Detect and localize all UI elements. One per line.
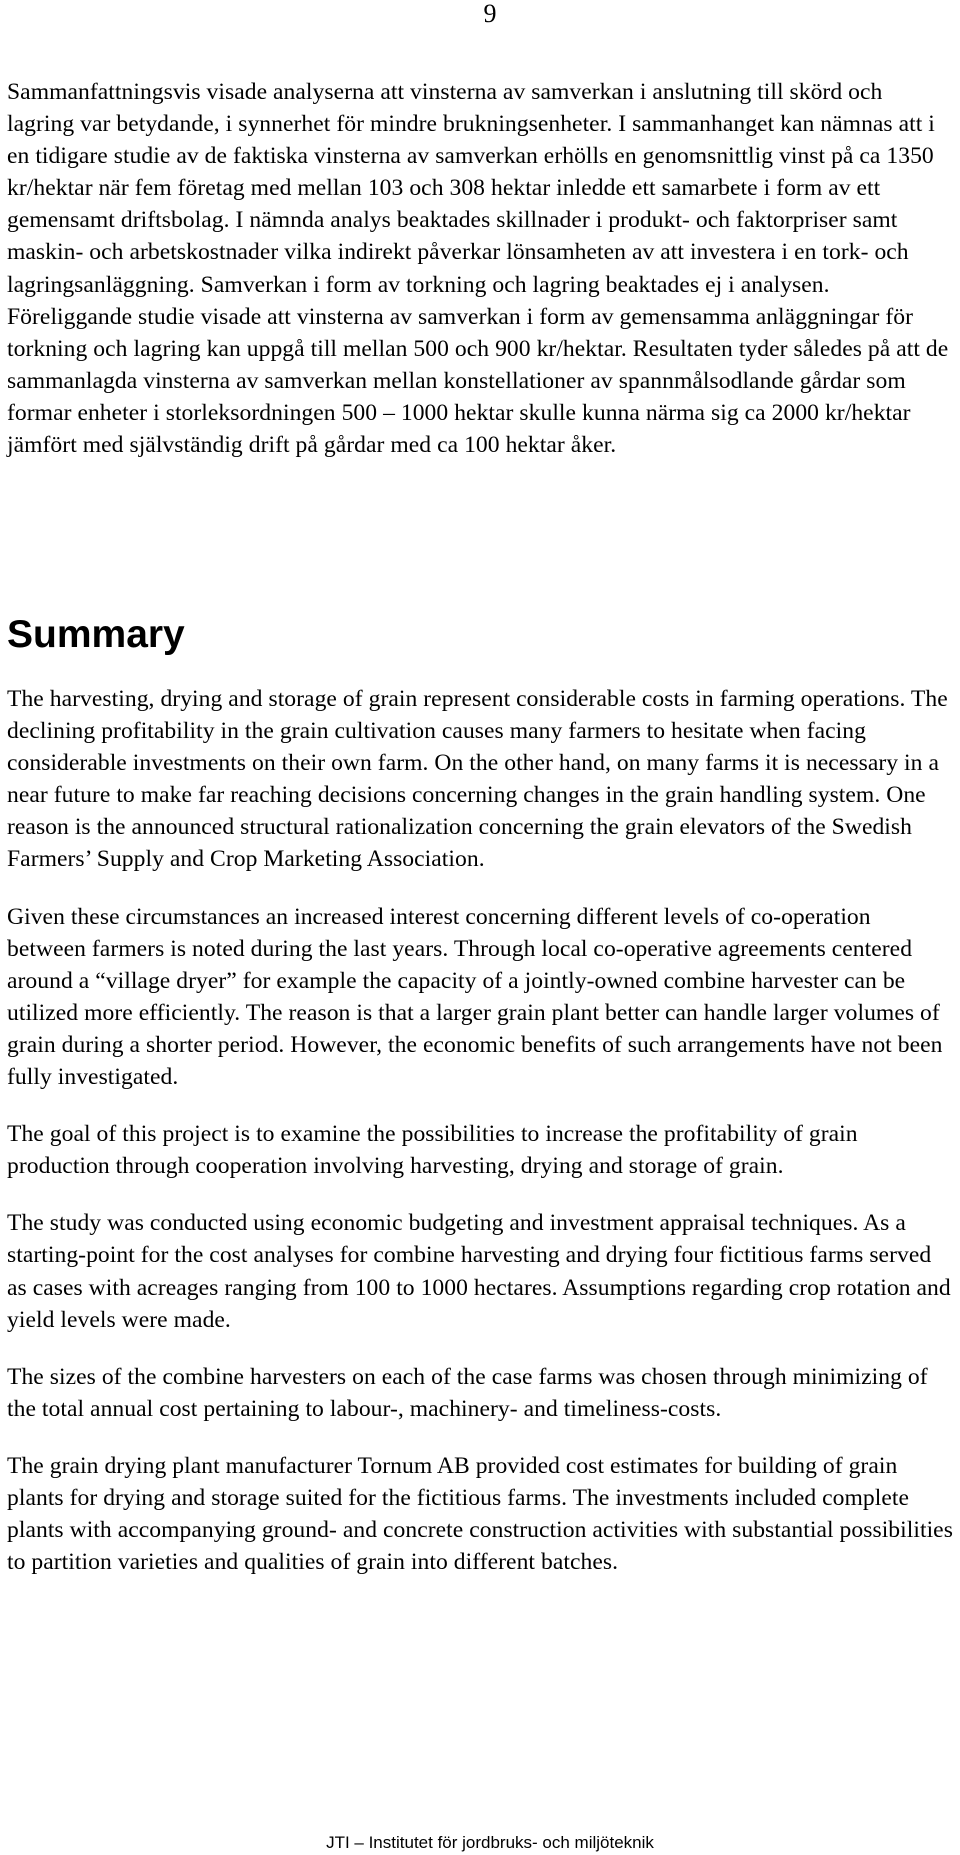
summary-paragraph-5: The sizes of the combine harvesters on each of the case farms was chosen through minimizing of the total annual cost pertaining to labour-, machinery- and timeliness-costs. — [7, 1363, 928, 1422]
footer-text: JTI – Institutet för jordbruks- och miljöteknik — [326, 1833, 654, 1852]
summary-paragraph-3: The goal of this project is to examine the possibilities to increase the profitability of grain production through cooperation involving harvesting, drying and storage of grain. — [7, 1121, 858, 1180]
summary-paragraph-6: The grain drying plant manufacturer Tornum AB provided cost estimates for building of grain plants for drying and storage suited for the fictitious farms. The investments included complete plants with accompanying ground- and concrete construction activities with substantial possibilities to partition varieties and qualities of grain into different batches. — [7, 1452, 953, 1576]
page-number-text: 9 — [483, 0, 497, 28]
summary-paragraph-4: The study was conducted using economic budgeting and investment appraisal techniques. As a starting-point for the cost analyses for combine harvesting and drying four fictitious farms served as cases with acreages ranging from 100 to 1000 hectares. Assumptions regarding crop rotation and yield levels were made. — [7, 1210, 951, 1333]
summary-heading: Summary — [7, 613, 185, 656]
page-number — [0, 0, 960, 28]
summary-paragraph-1: The harvesting, drying and storage of grain represent considerable costs in farming operations. The declining profitability in the grain cultivation causes many farmers to hesitate when facing considerable investments on their own farm. On the other hand, on many farms it is necessary in a near future to make far reaching decisions concerning changes in the grain handling system. One reason is the announced structural rationalization concerning the grain elevators of the Swedish Farmers’ Supply and Crop Marketing Association. — [7, 686, 948, 873]
intro-paragraph: Sammanfattningsvis visade analyserna att vinsterna av samverkan i anslutning till skörd och lagring var betydande, i synnerhet för mindre brukningsenheter. I sammanhanget kan nämnas att i en tidigare studie av de faktiska vinsterna av samverkan erhölls en genomsnittlig vinst på ca 1350 kr/hektar när fem företag med mellan 103 och 308 hektar inledde ett samarbete i form av ett gemensamt driftsbolag. I nämnda analys beaktades skillnader i produkt- och faktorpriser samt maskin- och arbetskostnader vilka indirekt påverkar lönsamheten av att investera i en tork- och lagringsanläggning. Samverkan i form av torkning och lagring beaktades ej i analysen. Föreliggande studie visade att vinsterna av samverkan i form av gemensamma anläggningar för torkning och lagring kan uppgå till mellan 500 och 900 kr/hektar. Resultaten tyder således på att de sammanlagda vinsterna av samverkan mellan konstellationer av spannmålsodlande gårdar som formar enheter i storleksordningen 500 – 1000 hektar skulle kunna närma sig ca 2000 kr/hektar jämfört med självständig drift på gårdar med ca 100 hektar åker. — [7, 79, 949, 459]
intro-section — [7, 76, 953, 461]
summary-body — [7, 683, 953, 1603]
summary-paragraph-2: Given these circumstances an increased interest concerning different levels of co-operation between farmers is noted during the last years. Through local co-operative agreements centered around a “village dryer” for example the capacity of a jointly-owned combine harvester can be utilized more efficiently. The reason is that a larger grain plant better can handle larger volumes of grain during a shorter period. However, the economic benefits of such arrangements have not been fully investigated. — [7, 903, 943, 1091]
page-footer — [0, 1833, 960, 1853]
